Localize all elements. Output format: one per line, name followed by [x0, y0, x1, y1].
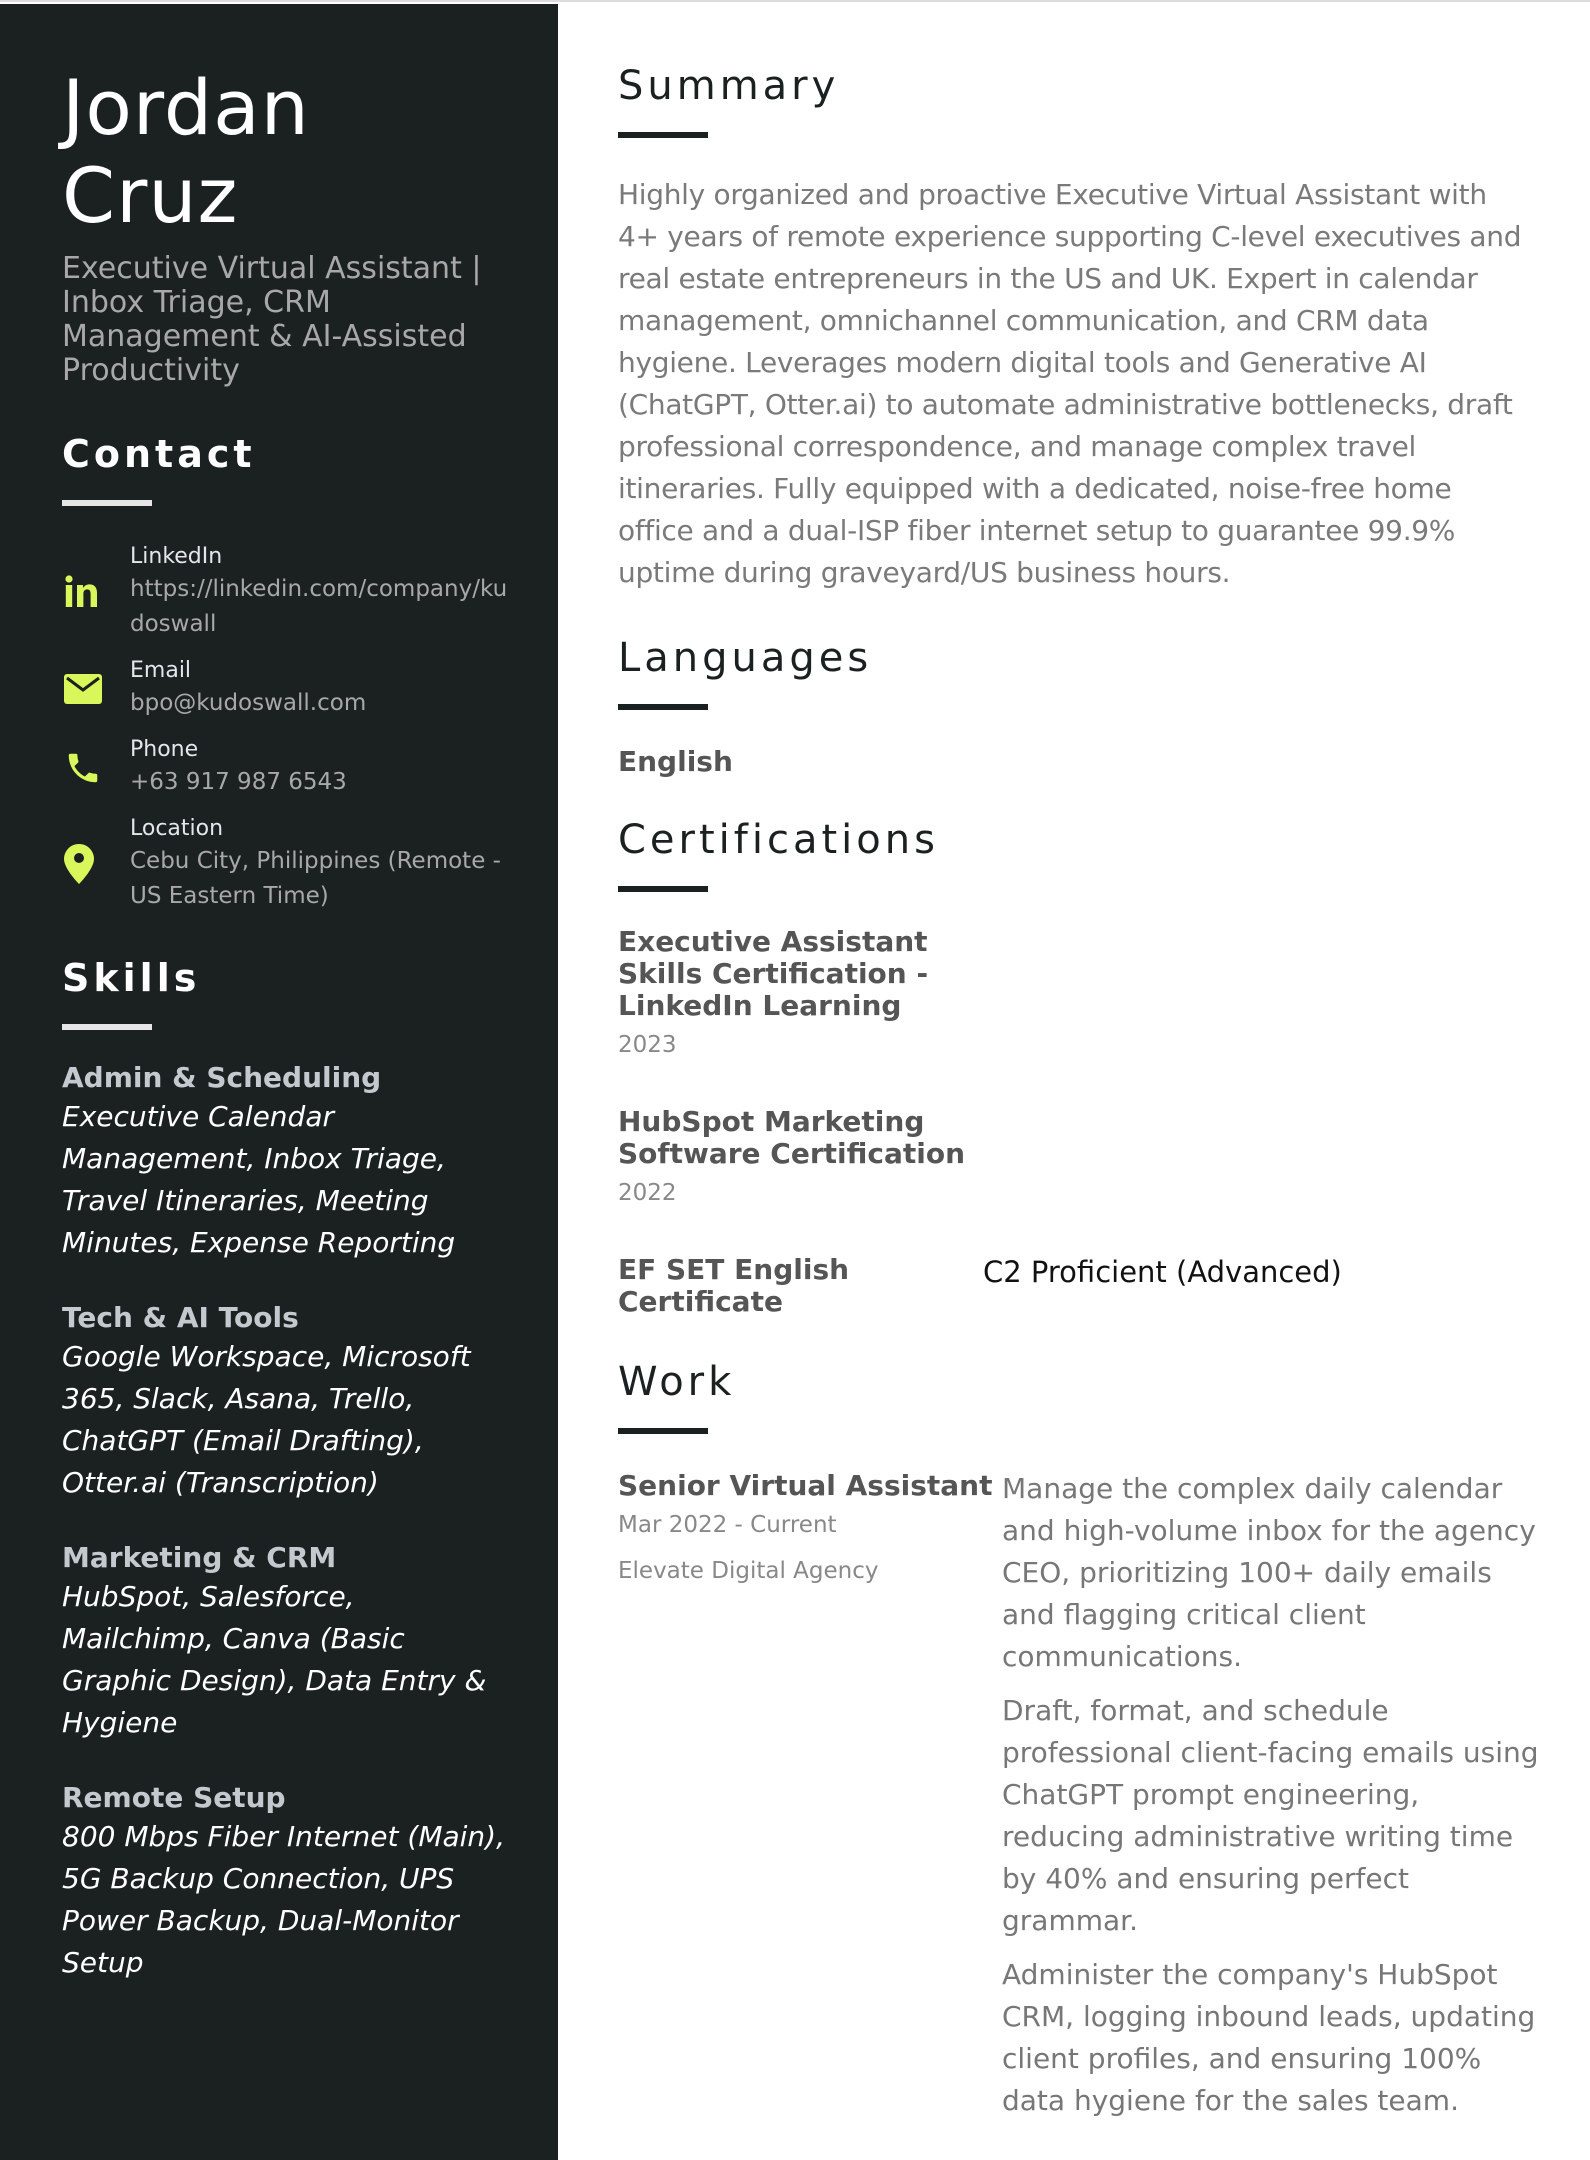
summary-heading: Summary: [618, 63, 840, 109]
contact-item-email: [62, 656, 512, 721]
summary-underline: [618, 132, 708, 138]
envelope-icon: [62, 674, 130, 704]
job-bullet: Manage the complex daily calendar and high-volume inbox for the agency CEO, prioritizing 100+ daily emails and flagging critical client communications.: [1002, 1472, 1536, 1673]
certification-year: 2023: [618, 1032, 677, 1058]
contact-list: [62, 542, 512, 914]
sidebar: [0, 4, 558, 2160]
certification-item: [618, 1106, 1548, 1208]
certification-year: 2022: [618, 1180, 677, 1206]
skill-group-items: Google Workspace, Microsoft 365, Slack, Asana, Trello, ChatGPT (Email Drafting), Otter.ai (Transcription): [62, 1340, 471, 1499]
job-bullet: Draft, format, and schedule professional client-facing emails using ChatGPT prompt engineering, reducing administrative writing time by 40% and ensuring perfect grammar.: [1002, 1694, 1539, 1937]
certification-name: EF SET English Certificate: [618, 1253, 850, 1318]
email-link[interactable]: bpo@kudoswall.com: [130, 690, 367, 716]
contact-label: Location: [130, 816, 224, 841]
summary-text: Highly organized and proactive Executive Virtual Assistant with 4+ years of remote experience supporting C-level executives and real estate entrepreneurs in the US and UK. Expert in calendar management, omnichannel communication, and CRM data hygiene. Leverages modern digital tools and Generative AI (ChatGPT, Otter.ai) to automate administrative bottlenecks, draft professional correspondence, and manage complex travel itineraries. Fully equipped with a dedicated, noise-free home office and a dual-ISP fiber internet setup to guarantee 99.9% uptime during graveyard/US business hours.: [618, 178, 1522, 589]
job-dates: Mar 2022 - Current: [618, 1512, 837, 1538]
skills-underline: [62, 1024, 152, 1030]
certification-name: HubSpot Marketing Software Certification: [618, 1105, 966, 1170]
skill-group-items: 800 Mbps Fiber Internet (Main), 5G Backup Connection, UPS Power Backup, Dual-Monitor Setup: [62, 1820, 505, 1979]
headline: Executive Virtual Assistant | Inbox Triage, CRM Management & AI-Assisted Productivity: [62, 251, 482, 388]
first-name: Jordan: [62, 63, 310, 152]
summary-section: [618, 62, 1548, 594]
candidate-name: [62, 64, 558, 240]
languages-section: [618, 634, 1548, 780]
contact-item-linkedin: [62, 542, 512, 642]
contact-label: Phone: [130, 737, 199, 762]
certification-list: [618, 926, 1548, 1318]
skill-group: [62, 1300, 512, 1504]
last-name: Cruz: [62, 151, 239, 240]
work-heading: Work: [618, 1359, 736, 1405]
skill-group: [62, 1060, 512, 1264]
skill-group-name: Tech & AI Tools: [62, 1301, 299, 1334]
certification-item: [618, 1254, 1548, 1318]
skills-heading: Skills: [62, 956, 201, 1000]
contact-underline: [62, 500, 152, 506]
certifications-section: [618, 816, 1548, 1318]
contact-item-phone: [62, 735, 512, 800]
skill-group: [62, 1780, 512, 1984]
phone-link[interactable]: +63 917 987 6543: [130, 769, 347, 795]
contact-label: Email: [130, 658, 192, 683]
job-company: Elevate Digital Agency: [618, 1558, 879, 1584]
skills-list: [62, 1060, 512, 1984]
linkedin-link[interactable]: https://linkedin.com/company/kudoswall: [130, 576, 508, 637]
work-underline: [618, 1428, 708, 1434]
contact-label: LinkedIn: [130, 544, 223, 569]
skill-group-name: Admin & Scheduling: [62, 1061, 382, 1094]
phone-icon: [62, 749, 130, 787]
skill-group-name: Marketing & CRM: [62, 1541, 337, 1574]
certification-item: [618, 926, 1548, 1060]
job-entry: [618, 1468, 1548, 2134]
certifications-underline: [618, 886, 708, 892]
skill-group-name: Remote Setup: [62, 1781, 286, 1814]
contact-heading: Contact: [62, 432, 256, 476]
work-section: [618, 1358, 1548, 2134]
job-bullet: Administer the company's HubSpot CRM, logging inbound leads, updating client profiles, and ensuring 100% data hygiene for the sales team.: [1002, 1958, 1536, 2117]
location-value: Cebu City, Philippines (Remote - US Eastern Time): [130, 848, 501, 909]
job-title: Senior Virtual Assistant: [618, 1469, 993, 1502]
skill-group: [62, 1540, 512, 1744]
skill-group-items: HubSpot, Salesforce, Mailchimp, Canva (Basic Graphic Design), Data Entry & Hygiene: [62, 1580, 487, 1739]
language-item: English: [618, 745, 733, 778]
contact-item-location: [62, 814, 512, 914]
certification-level: C2 Proficient (Advanced): [983, 1255, 1342, 1289]
skill-group-items: Executive Calendar Management, Inbox Triage, Travel Itineraries, Meeting Minutes, Expense Reporting: [62, 1100, 456, 1259]
map-pin-icon: [62, 844, 130, 884]
languages-heading: Languages: [618, 635, 873, 681]
certifications-heading: Certifications: [618, 817, 939, 863]
languages-underline: [618, 704, 708, 710]
job-bullets: [1002, 1468, 1542, 2134]
certification-name: Executive Assistant Skills Certification - LinkedIn Learning: [618, 925, 929, 1022]
main-content: [618, 4, 1548, 2134]
linkedin-icon: [62, 574, 130, 610]
